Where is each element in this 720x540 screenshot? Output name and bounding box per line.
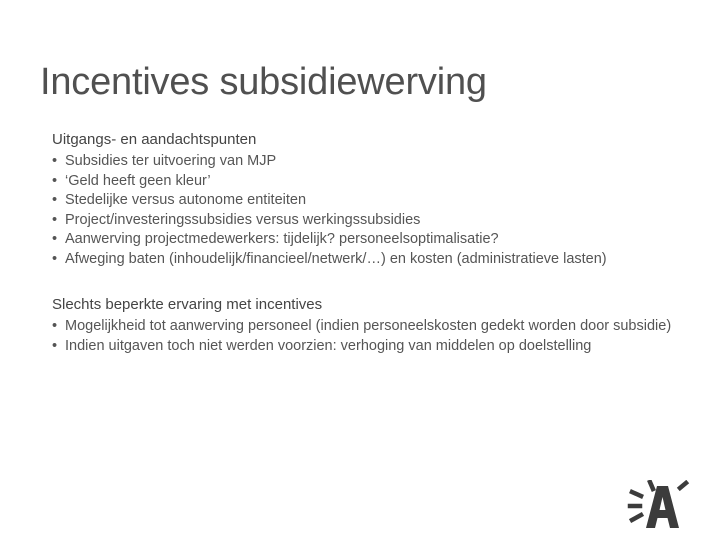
bullet-icon: • (52, 211, 58, 228)
bullet-icon: • (52, 250, 58, 267)
bullet-icon: • (52, 318, 58, 334)
bullet-icon: • (52, 172, 58, 189)
list-item: • Stedelijke versus autonome entiteiten (52, 191, 692, 211)
list-item: • Indien uitgaven toch niet werden voorzien: verhoging van middelen op doelstelling (52, 337, 692, 357)
section-heading-aandachtspunten: Uitgangs- en aandachtspunten (52, 131, 257, 148)
slide-content (52, 130, 692, 356)
list-item: • Afweging baten (inhoudelijk/financieel/netwerk/…) en kosten (administratieve lasten) (52, 250, 692, 270)
bullet-icon: • (52, 231, 58, 247)
list-item: • ‘Geld heeft geen kleur’ (52, 172, 692, 192)
bullet-icon: • (52, 153, 58, 169)
list-item: • Subsidies ter uitvoering van MJP (52, 152, 692, 172)
bullet-list-aandachtspunten (52, 152, 692, 269)
section-heading-incentives: Slechts beperkte ervaring met incentives (52, 296, 323, 313)
bullet-list-incentives (52, 317, 692, 356)
list-item: • Project/investeringssubsidies versus werkingssubsidies (52, 211, 692, 231)
slide-title: Incentives subsidiewerving (40, 61, 487, 103)
city-logo-a-icon (626, 480, 692, 530)
bullet-icon: • (52, 192, 58, 208)
list-item: • Aanwerving projectmedewerkers: tijdelijk? personeelsoptimalisatie? (52, 230, 692, 250)
bullet-icon: • (52, 337, 58, 354)
list-item: • Mogelijkheid tot aanwerving personeel (indien personeelskosten gedekt worden door subsidie) (52, 317, 692, 337)
